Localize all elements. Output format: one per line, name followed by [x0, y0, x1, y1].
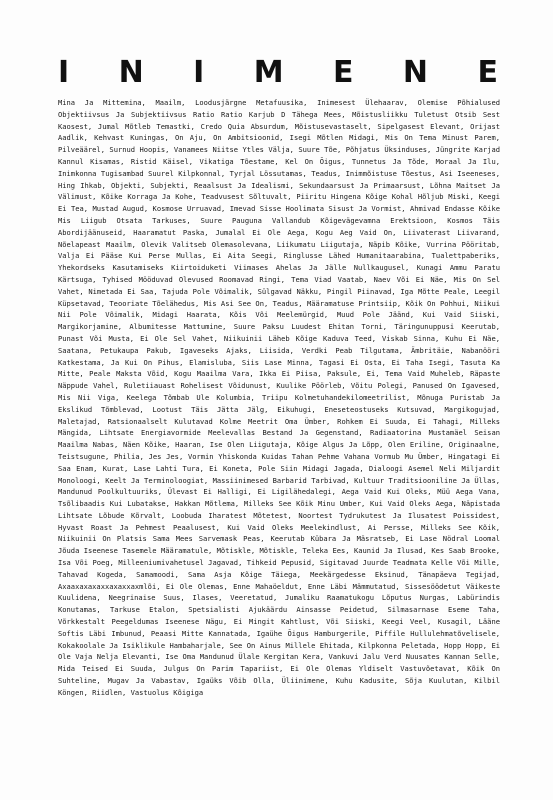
title-letter: I [193, 55, 205, 90]
title-letter: N [402, 55, 429, 90]
title-letter: E [477, 55, 498, 90]
page-title [58, 55, 498, 90]
title-letter: E [333, 55, 354, 90]
title-letter: M [253, 55, 284, 90]
body-paragraph: Mina Ja Mittemina, Maailm, Loodusjärgne Metafuusika, Inimesest Ülehaarav, Olemise Põhialused Objektiivsus Ja Subjektiivsus Ratio Ratio Karjub D Tähega Mees, Mõistusliikku Tuletust Otsib Sest Kaosest, Jumal Mõtleb Temastki, Credo Quia Absurdum, Mõistusevastaselt, Sipelgasest Elevant, Orijast Aadlik, Kehvast Kuningas, On Aju, On Ambitsioonid, Isegi Mõtlen Midagi, Mis On Tema Minust Parem, Pilveäärel, Surnud Hoopis, Vanamees Niitse Ytles Välja, Suure Tõe, Põhjatus Üksinduses, Jüngrite Karjad Kannul Kisamas, Ristid Käisel, Vikatiga Tõestame, Kel On Õigus, Tunnetus Ja Tõde, Moraal Ja Ilu, Inimkonna Tugisambad Suurel Kilpkonnal, Tyrjal Lössutamas, Teadus, Inimmõistuse Tõestus, Asi Iseeneses, Hing Ihkab, Objekti, Subjekti, Reaalsust Ja Idealismi, Sekundaarsust Ja Primaarsust, Lõhna Maitset Ja Välimust, Kõike Korraga Ja Kohe, Teadvusest Sõltuvalt, Piiritu Hingena Kõige Kohal Hõljub Miski, Keegi Ei Tea, Mustad Augud, Kosmose Urruavad, Imevad Sisse Hoolimata Sisust Ja Vormist, Ahmivad Endasse Kõike Mis Liigub Otsata Tarkuses, Suure Pauguna Vallandub Kõigevägevamna Erektsioon, Kosmos Täis Abordijäänuseid, Haaramatut Paska, Jumalal Ei Ole Aega, Kogu Aeg Vaid On, Liivaterast Liivarand, Nõelapeast Maailm, Olevik Valitseb Olemasolevana, Liikumatu Liigutaja, Näpib Kõike, Vurrina Pööritab, Valja Ei Pääse Kui Perse Mullas, Ei Aita Seegi, Ringlusse Lähed Humanitaarabina, Tualettpaberiks, Yhekordseks Kasutamiseks Kiirtoiduketi Viimases Ahelas Ja Jälle Nullkaugusel, Kunagi Ammu Paratu Kärtsuga, Tyhised Mööduvad Olevused Roomavad Ringi, Tema Viad Vaatab, Naev Või Ei Näe, Mis On Sel Vahet, Nimetada Ei Saa, Tajuda Pole Võimalik, Sülgavad Näkku, Pingil Piinavad, Iga Mõtte Peale, Leegil Küpsetavad, Teooriate Tõelähedus, Mis Asi See On, Teadus, Määramatuse Printsiip, Kõik On Pohhui, Niikui Nii Pole Võimalik, Midagi Haarata, Kõis Või Meelemürgid, Muud Pole Jäänd, Kui Vaid Siiski, Margikorjamine, Albumitesse Mattumine, Suure Paksu Luudest Ehitan Torni, Täringunuppusi Keerutab, Punast Või Musta, Ei Ole Sel Vahet, Niikuinii Läheb Kõige Kaduva Teed, Viskab Sinna, Kuhu Ei Näe, Saatana, Petukaupa Pakub, Igaveseks Ajaks, Liisida, Verdki Peab Tilgutama, Ämbritäie, Nabanööri Katkestama, Ja Kui On Pihus, Elamisluba, Siis Lase Minna, Tagasi Ei Osta, Ei Taha Isegi, Tasuta Ka Mitte, Peale Maksta Võid, Kogu Maailma Vara, Ikka Ei Piisa, Paksule, Ei, Tema Vaid Muheleb, Räpaste Näppude Vahel, Ruletiiauast Rohelisest Võidunust, Kuulike Pöörleb, Võitu Polegi, Panused On Igavesed, Mis Nii Viga, Keelega Tõmbab Ule Kolumbia, Triipu Kolmetuhandekilomeetrilist, Mõnuga Puristab Ja Ekslikud Tõmblevad, Lootust Täis Jätta Jälg, Eikuhugi, Eneseteostuseks Kutsuvad, Margikogujad, Maletajad, Ratsionaalselt Kulutavad Kolme Meetrit Oma Ümber, Rohkem Ei Suuda, Ei Tahagi, Milleks Mängida, Lihtsate Energiavormide Meelevallas Bestand Ja Gegenstand, Radiaatorina Mustamäel Seisan Maailma Nabas, Näen Kõike, Haaran, Ise Olen Liigutaja, Kõige Algus Ja Lõpp, Olen Eriline, Originaalne, Teistsugune, Philia, Jes Jes, Vormin Yhiskonda Kuidas Tahan Pehme Vahana Vormub Mu Ümber, Hingatagi Ei Saa Enam, Kurat, Lase Lahti Tura, Ei Koneta, Pole Siin Midagi Jagada, Dialoogi Asemel Neli Miljardit Monoloogi, Keelt Ja Terminoloogiat, Massiinimesed Barbarid Tarbivad, Kultuur Traditsiooniline Ja Üllas, Mandunud Poolkultuuriks, Ülevast Ei Halligi, Ei Ligilähedalegi, Aega Vaid Kui Oleks, Müü Aega Vana, Tsõlibaadis Kui Lubatakse, Hakkan Mõtlema, Milleks See Kõik Minu Umber, Kui Vaid Oleks Aega, Näpistada Lihtsate Lõbude Kõrvalt, Loobuda Iharatest Mõtetest, Noortest Tydrukutest Ja Ilusatest Poissidest, Hyvast Roast Ja Pehmest Peaalusest, Kui Vaid Oleks Meelekindlust, Ai Persse, Milleks See Kõik, Niikuinii On Platsis Sama Mees Sarvemask Peas, Keerutab Kübara Ja Mäsratseb, Ei Lase Nödral Loomal Jõuda Iseenese Tasemele Määramatule, Mõtiskle, Mõtiskle, Teleka Ees, Kaunid Ja Ilusad, Kes Saab Brooke, Isa Või Poeg, Milleeniumivahetusel Jagavad, Tihkeid Pepusid, Sigitavad Juurde Teadmata Kelle Või Mille, Tahavad Kogeda, Samamoodi, Sama Asja Kõige Täiega, Meekärgedesse Eksinud, Tänapäeva Tegijad, Axaaxaxaxaxxaxaxxaxmlõi, Ei Ole Olemas, Enne Mahaöeldut, Enne Läbi Mämmutatud, Sissesöödetut Väikeste Kuulidena, Neegrinaise Suus, Ilases, Veeretatud, Jumaliku Raamatukogu Lõputus Nurgas, Labürindis Konutamas, Tarkuse Etalon, Spetsialisti Ajukäärdu Ainsasse Peidetud, Silmasarnase Eseme Taha, Võrkkestalt Peegeldumas Iseenese Nägu, Ei Mingit Kahtlust, Või Siiski, Keegi Veel, Kusagil, Lääne Softis Läbi Imbunud, Peaasi Mitte Kannatada, Igaühe Õigus Hamburgerile, Piffile Hullulehmatõvelisele, Kokakoolale Ja Isiklikule Hambaharjale, See On Ainus Millele Ehitada, Kilpkonna Peletada, Hopp Hopp, Ei Ole Vaja Nelja Elevanti, Ise Oma Mandunud Ülale Kergitan Kera, Vankuvi Jalu Verd Nuusates Kannan Selle, Mida Teised Ei Suuda, Julgus On Parim Tapariist, Ei Ole Olemas Yldiselt Vastuvõetavat, Kõik On Suhteline, Mugav Ja Vabastav, Igaüks Võib Olla, Üliinimene, Kuhu Kadusite, Sõja Kuulutan, Kilbil Köngen, Riidlen, Vastuolus Kõigiga [58, 98, 500, 697]
title-letter: I [58, 55, 70, 90]
title-letter: N [118, 55, 144, 90]
